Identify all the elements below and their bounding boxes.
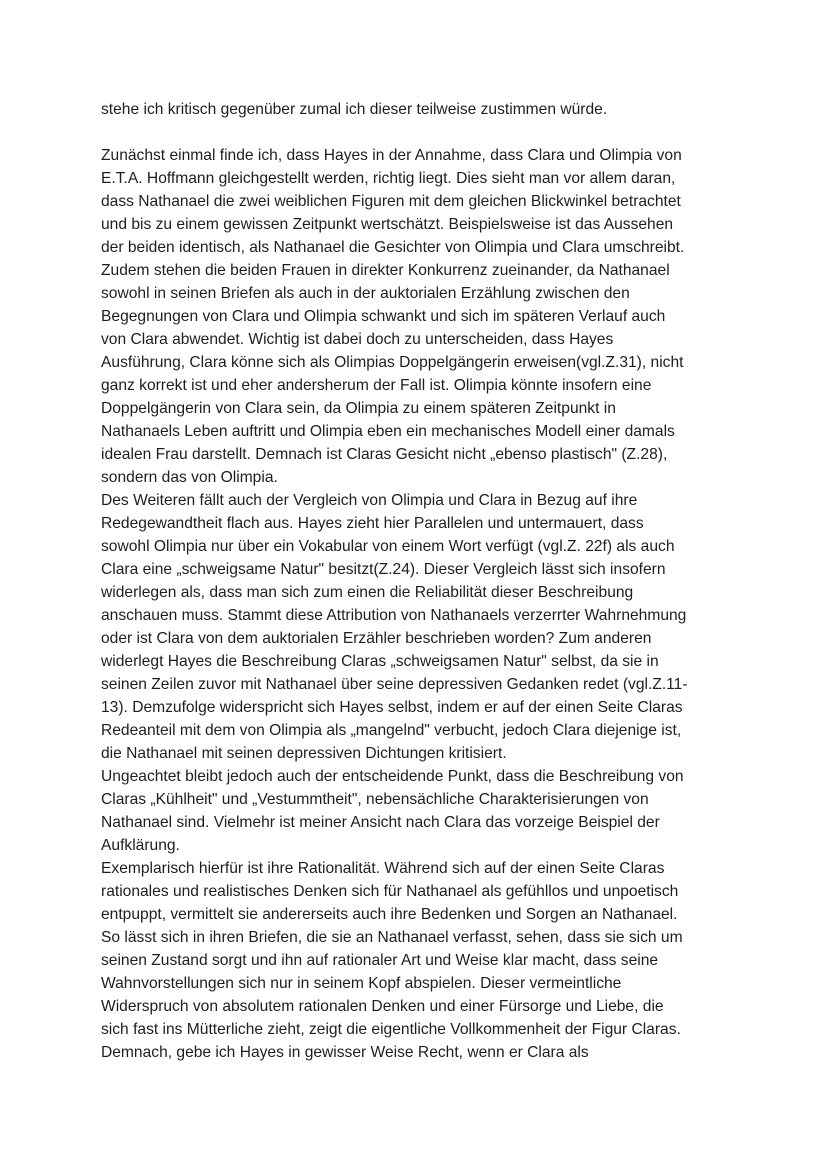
text-line: anschauen muss. Stammt diese Attribution von Nathanaels verzerrter Wahrnehmung	[101, 607, 687, 624]
text-line: Zunächst einmal finde ich, dass Hayes in der Annahme, dass Clara und Olimpia von	[101, 147, 682, 164]
text-line: und bis zu einem gewissen Zeitpunkt wertschätzt. Beispielsweise ist das Aussehen	[101, 216, 674, 233]
paragraph	[101, 765, 741, 857]
text-line: So lässt sich in ihren Briefen, die sie an Nathanael verfasst, sehen, dass sie sich um	[101, 929, 683, 946]
text-line: widerlegt Hayes die Beschreibung Claras „schweigsamen Natur" selbst, da sie in	[101, 653, 659, 670]
text-line: Des Weiteren fällt auch der Vergleich von Olimpia und Clara in Bezug auf ihre	[101, 492, 638, 509]
text-line: Demnach, gebe ich Hayes in gewisser Weise Recht, wenn er Clara als	[101, 1044, 589, 1061]
intro-line: stehe ich kritisch gegenüber zumal ich dieser teilweise zustimmen würde.	[101, 101, 608, 118]
paragraph	[101, 144, 741, 489]
text-line: Redegewandtheit flach aus. Hayes zieht hier Parallelen und untermauert, dass	[101, 515, 644, 532]
paragraph	[101, 857, 741, 1064]
text-line: sowohl in seinen Briefen als auch in der auktorialen Erzählung zwischen den	[101, 285, 630, 302]
text-line: ganz korrekt ist und eher andersherum der Fall ist. Olimpia könnte insofern eine	[101, 377, 652, 394]
text-line: sowohl Olimpia nur über ein Vokabular von einem Wort verfügt (vgl.Z. 22f) als auch	[101, 538, 675, 555]
text-line: sich fast ins Mütterliche zieht, zeigt die eigentliche Vollkommenheit der Figur Claras.	[101, 1021, 681, 1038]
text-line: von Clara abwendet. Wichtig ist dabei doch zu unterscheiden, dass Hayes	[101, 331, 614, 348]
text-line: Ungeachtet bleibt jedoch auch der entscheidende Punkt, dass die Beschreibung von	[101, 768, 684, 785]
text-line: Ausführung, Clara könne sich als Olimpias Doppelgängerin erweisen(vgl.Z.31), nicht	[101, 354, 684, 371]
paragraph	[101, 489, 741, 765]
text-line: widerlegen als, dass man sich zum einen die Reliabilität dieser Beschreibung	[101, 584, 634, 601]
paragraph-gap	[101, 121, 741, 144]
text-line: oder ist Clara von dem auktorialen Erzähler beschrieben worden? Zum anderen	[101, 630, 652, 647]
text-line: Nathanael sind. Vielmehr ist meiner Ansicht nach Clara das vorzeige Beispiel der	[101, 814, 660, 831]
text-line: Zudem stehen die beiden Frauen in direkter Konkurrenz zueinander, da Nathanael	[101, 262, 670, 279]
text-line: Widerspruch von absolutem rationalen Denken und einer Fürsorge und Liebe, die	[101, 998, 664, 1015]
text-line: Wahnvorstellungen sich nur in seinem Kopf abspielen. Dieser vermeintliche	[101, 975, 622, 992]
text-line: seinen Zustand sorgt und ihn auf rationaler Art und Weise klar macht, dass seine	[101, 952, 659, 969]
text-line: Redeanteil mit dem von Olimpia als „mangelnd" verbucht, jedoch Clara diejenige ist,	[101, 722, 682, 739]
text-line: Begegnungen von Clara und Olimpia schwankt und sich im späteren Verlauf auch	[101, 308, 666, 325]
text-line: rationales und realistisches Denken sich für Nathanael als gefühllos und unpoetisch	[101, 883, 679, 900]
text-line: idealen Frau darstellt. Demnach ist Claras Gesicht nicht „ebenso plastisch" (Z.28),	[101, 446, 668, 463]
text-line: dass Nathanael die zwei weiblichen Figuren mit dem gleichen Blickwinkel betrachtet	[101, 193, 681, 210]
text-line: Aufklärung.	[101, 837, 180, 854]
text-line: Exemplarisch hierfür ist ihre Rationalität. Während sich auf der einen Seite Claras	[101, 860, 665, 877]
text-line: die Nathanael mit seinen depressiven Dichtungen kritisiert.	[101, 745, 507, 762]
essay-text	[101, 98, 741, 1064]
text-line: 13). Demzufolge widerspricht sich Hayes selbst, indem er auf der einen Seite Claras	[101, 699, 683, 716]
text-line: E.T.A. Hoffmann gleichgestellt werden, richtig liegt. Dies sieht man vor allem daran,	[101, 170, 676, 187]
text-line: entpuppt, vermittelt sie andererseits auch ihre Bedenken und Sorgen an Nathanael.	[101, 906, 678, 923]
text-line: seinen Zeilen zuvor mit Nathanael über seine depressiven Gedanken redet (vgl.Z.11-	[101, 676, 688, 693]
text-line: Clara eine „schweigsame Natur" besitzt(Z.24). Dieser Vergleich lässt sich insofern	[101, 561, 666, 578]
text-line: sondern das von Olimpia.	[101, 469, 278, 486]
text-line: der beiden identisch, als Nathanael die Gesichter von Olimpia und Clara umschreibt.	[101, 239, 685, 256]
text-line: Doppelgängerin von Clara sein, da Olimpia zu einem späteren Zeitpunkt in	[101, 400, 616, 417]
text-line: Nathanaels Leben auftritt und Olimpia eben ein mechanisches Modell einer damals	[101, 423, 675, 440]
text-line: Claras „Kühlheit" und „Vestummtheit", nebensächliche Charakterisierungen von	[101, 791, 649, 808]
paragraphs	[101, 144, 741, 1064]
